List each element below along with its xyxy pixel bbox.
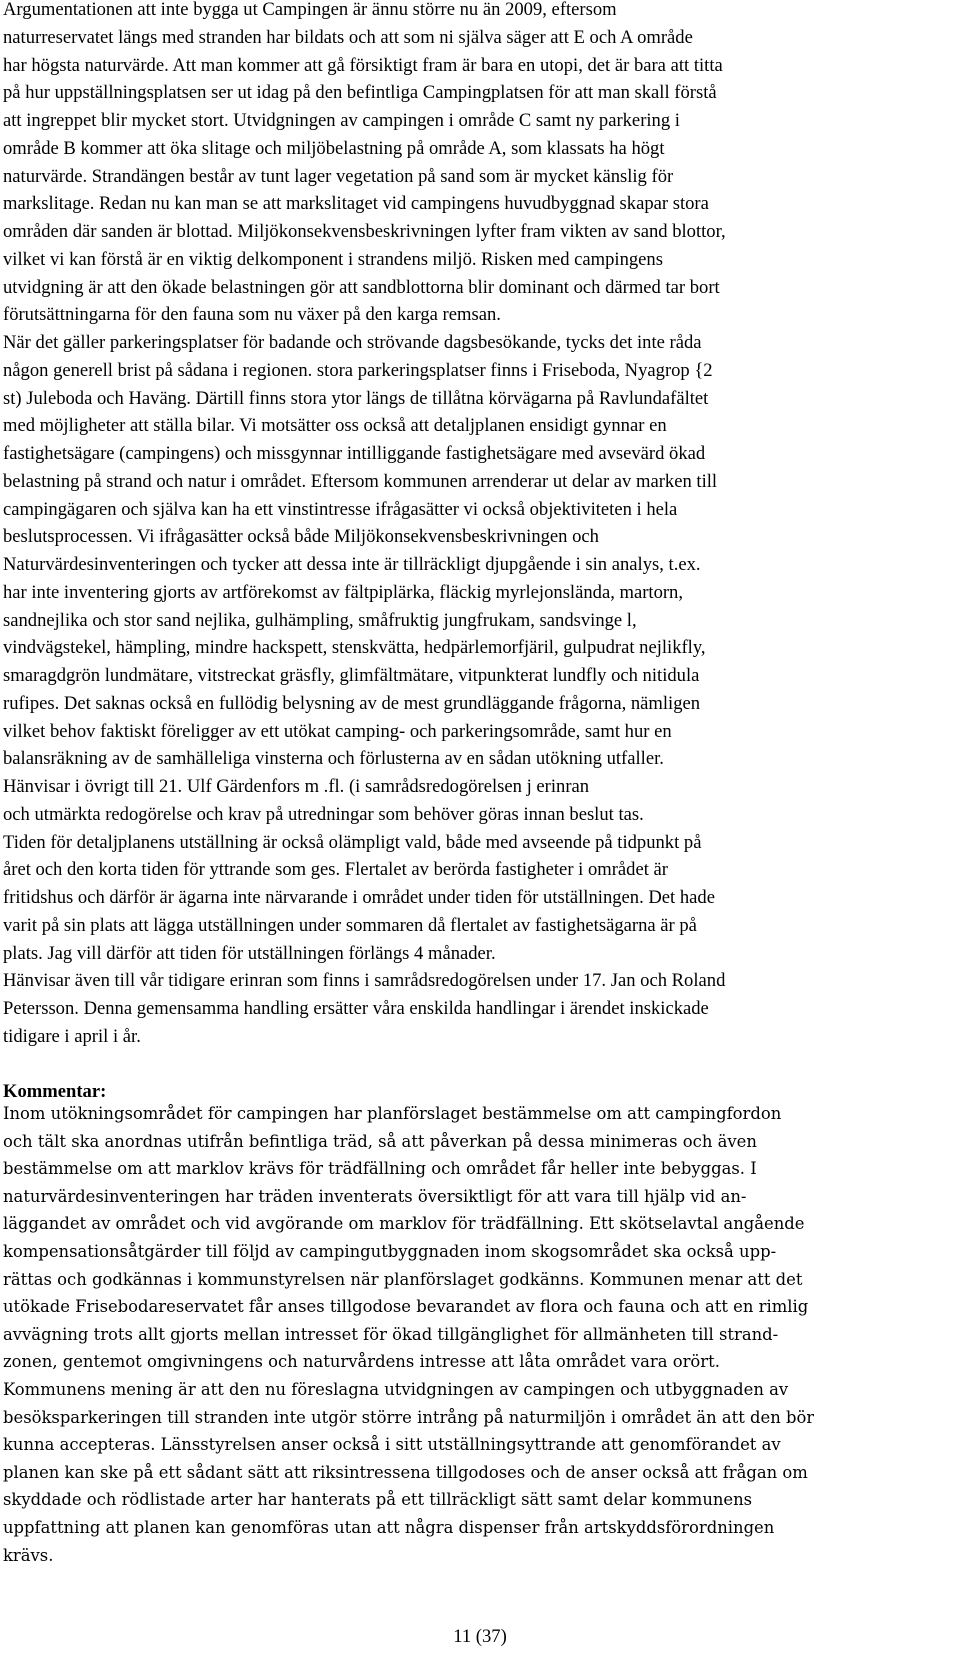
text-line: Argumentationen att inte bygga ut Campingen är ännu större nu än 2009, eftersom: [3, 0, 617, 20]
text-line: balansräkning av de samhälleliga vinsterna och förlusterna av en sådan utökning utfaller.: [3, 748, 664, 770]
text-line: Kommunens mening är att den nu föreslagna utvidgningen av campingen och utbyggnaden av: [3, 1379, 789, 1399]
text-line: fastighetsägare (campingens) och missgynnar intilliggande fastighetsägare med avsevärd ökad: [3, 443, 706, 464]
text-line: och tält ska anordnas utifrån befintliga träd, så att påverkan på dessa minimeras och även: [3, 1131, 757, 1151]
text-line: varit på sin plats att lägga utställningen under sommaren då flertalet av fastighetsägarna är på: [3, 914, 697, 936]
text-line: rättas och godkännas i kommunstyrelsen när planförslaget godkänns. Kommunen menar att det: [3, 1269, 803, 1289]
section-opinion-text: [3, 0, 726, 1106]
text-line: kunna accepteras. Länsstyrelsen anser också i sitt utställningsyttrande att genomförandet av: [3, 1435, 781, 1455]
text-line: markslitage. Redan nu kan man se att markslitaget vid campingens huvudbyggnad skapar stora: [3, 193, 709, 215]
kommentar-heading: Kommentar:: [3, 1081, 107, 1103]
paragraph-spacer: [3, 1051, 726, 1079]
text-line: naturvärdesinventeringen har träden inventerats översiktligt för att vara till hjälp vid an-: [3, 1186, 747, 1206]
text-line: områden där sanden är blottad. Miljökonsekvensbeskrivningen lyfter fram vikten av sand blottor,: [3, 221, 726, 242]
text-line: utökade Frisebodareservatet får anses tillgodose bevarandet av flora och fauna och att en rimlig: [3, 1297, 809, 1317]
text-line: har inte inventering gjorts av artförekomst av fältpiplärka, fläckig myrlejonslända, martorn,: [3, 581, 683, 603]
text-line: naturreservatet längs med stranden har bildats och att som ni själva säger att E och A område: [3, 26, 693, 48]
text-line: campingägaren och själva kan ha ett vinstintresse ifrågasätter vi också objektiviteten i hela: [3, 498, 678, 520]
page-number: 11 (37): [453, 1626, 507, 1647]
text-line: skyddade och rödlistade arter har hanterats på ett tillräckligt sätt samt delar kommunens: [3, 1490, 753, 1510]
text-line: avvägning trots allt gjorts mellan intresset för ökad tillgänglighet för allmänheten till strand-: [3, 1324, 779, 1344]
text-line: naturvärde. Strandängen består av tunt lager vegetation på sand som är mycket känslig för: [3, 165, 674, 187]
text-line: på hur uppställningsplatsen ser ut idag på den befintliga Campingplatsen för att man skall förstå: [3, 82, 717, 104]
text-line: rufipes. Det saknas också en fullödig belysning av de mest grundläggande frågorna, nämligen: [3, 692, 701, 714]
text-line: utvidgning är att den ökade belastningen gör att sandblottorna blir dominant och därmed tar bort: [3, 276, 720, 298]
text-line: har högsta naturvärde. Att man kommer att gå försiktigt fram är bara en utopi, det är bara att titta: [3, 54, 723, 76]
text-line: planen kan ske på ett sådant sätt att riksintressena tillgodoses och de anser också att frågan om: [3, 1462, 808, 1482]
section-kommentar-text: [3, 1100, 814, 1569]
text-line: Tiden för detaljplanens utställning är också olämpligt vald, både med avseende på tidpunkt på: [3, 831, 702, 853]
text-line: När det gäller parkeringsplatser för badande och strövande dagsbesökande, tycks det inte råda: [3, 332, 702, 353]
text-line: Petersson. Denna gemensamma handling ersätter våra enskilda handlingar i ärendet inskickade: [3, 998, 709, 1019]
text-line: plats. Jag vill därför att tiden för utställningen förlängs 4 månader.: [3, 942, 496, 964]
text-line: att ingreppet blir mycket stort. Utvidgningen av campingen i område C samt ny parkering i: [3, 110, 680, 131]
text-line: belastning på strand och natur i området. Eftersom kommunen arrenderar ut delar av marken till: [3, 470, 718, 492]
text-line: besöksparkeringen till stranden inte utgör större intrång på naturmiljön i området än att den bör: [3, 1407, 815, 1427]
text-line: vilket behov faktiskt föreligger av ett utökat camping- och parkeringsområde, samt hur en: [3, 720, 672, 742]
text-line: sandnejlika och stor sand nejlika, gulhämpling, småfruktig jungfrukam, sandsvinge l,: [3, 609, 637, 631]
text-line: någon generell brist på sådana i regionen. stora parkeringsplatser finns i Friseboda, Nyagrop {2: [3, 359, 713, 381]
text-line: beslutsprocessen. Vi ifrågasätter också både Miljökonsekvensbeskrivningen och: [3, 526, 599, 548]
text-line: Inom utökningsområdet för campingen har planförslaget bestämmelse om att campingfordon: [3, 1104, 782, 1123]
text-line: smaragdgrön lundmätare, vitstreckat gräsfly, glimfältmätare, vitpunkterat lundfly och nitidula: [3, 665, 700, 686]
text-line: läggandet av området och vid avgörande om marklov för trädfällning. Ett skötselavtal angående: [3, 1214, 805, 1234]
text-line: område B kommer att öka slitage och miljöbelastning på område A, som klassats ha högt: [3, 137, 665, 159]
text-line: Hänvisar även till vår tidigare erinran som finns i samrådsredogörelsen under 17. Jan och Roland: [3, 970, 726, 992]
text-line: kompensationsåtgärder till följd av campingutbyggnaden inom skogsområdet ska också upp-: [3, 1241, 777, 1261]
text-line: förutsättningarna för den fauna som nu växer på den karga remsan.: [3, 304, 501, 326]
text-line: året och den korta tiden för yttrande som ges. Flertalet av berörda fastigheter i området är: [3, 859, 668, 881]
text-line: zonen, gentemot omgivningens och naturvårdens intresse att låta området vara orört.: [3, 1352, 720, 1372]
text-line: med möjligheter att ställa bilar. Vi motsätter oss också att detaljplanen ensidigt gynnar en: [3, 415, 667, 437]
text-line: st) Juleboda och Haväng. Därtill finns stora ytor längs de tillåtna körvägarna på Ravlundafältet: [3, 387, 709, 409]
text-line: Hänvisar i övrigt till 21. Ulf Gärdenfors m .fl. (i samrådsredogörelsen j erinran: [3, 776, 590, 797]
text-line: uppfattning att planen kan genomföras utan att några dispenser från artskyddsförordningen: [3, 1517, 775, 1537]
text-line: Naturvärdesinventeringen och tycker att dessa inte är tillräckligt djupgående i sin analys, t.ex.: [3, 554, 701, 575]
text-line: vilket vi kan förstå är en viktig delkomponent i strandens miljö. Risken med campingens: [3, 248, 663, 270]
text-line: tidigare i april i år.: [3, 1025, 141, 1047]
text-line: fritidshus och därför är ägarna inte närvarande i området under tiden för utställningen. Det hade: [3, 887, 715, 908]
text-line: bestämmelse om att marklov krävs för trädfällning och området får heller inte bebyggas. I: [3, 1159, 757, 1179]
text-line: och utmärkta redogörelse och krav på utredningar som behöver göras innan beslut tas.: [3, 803, 644, 825]
text-line: krävs.: [3, 1545, 54, 1565]
text-line: vindvägstekel, hämpling, mindre hackspett, stenskvätta, hedpärlemorfjäril, gulpudrat nejlikfly,: [3, 637, 706, 659]
